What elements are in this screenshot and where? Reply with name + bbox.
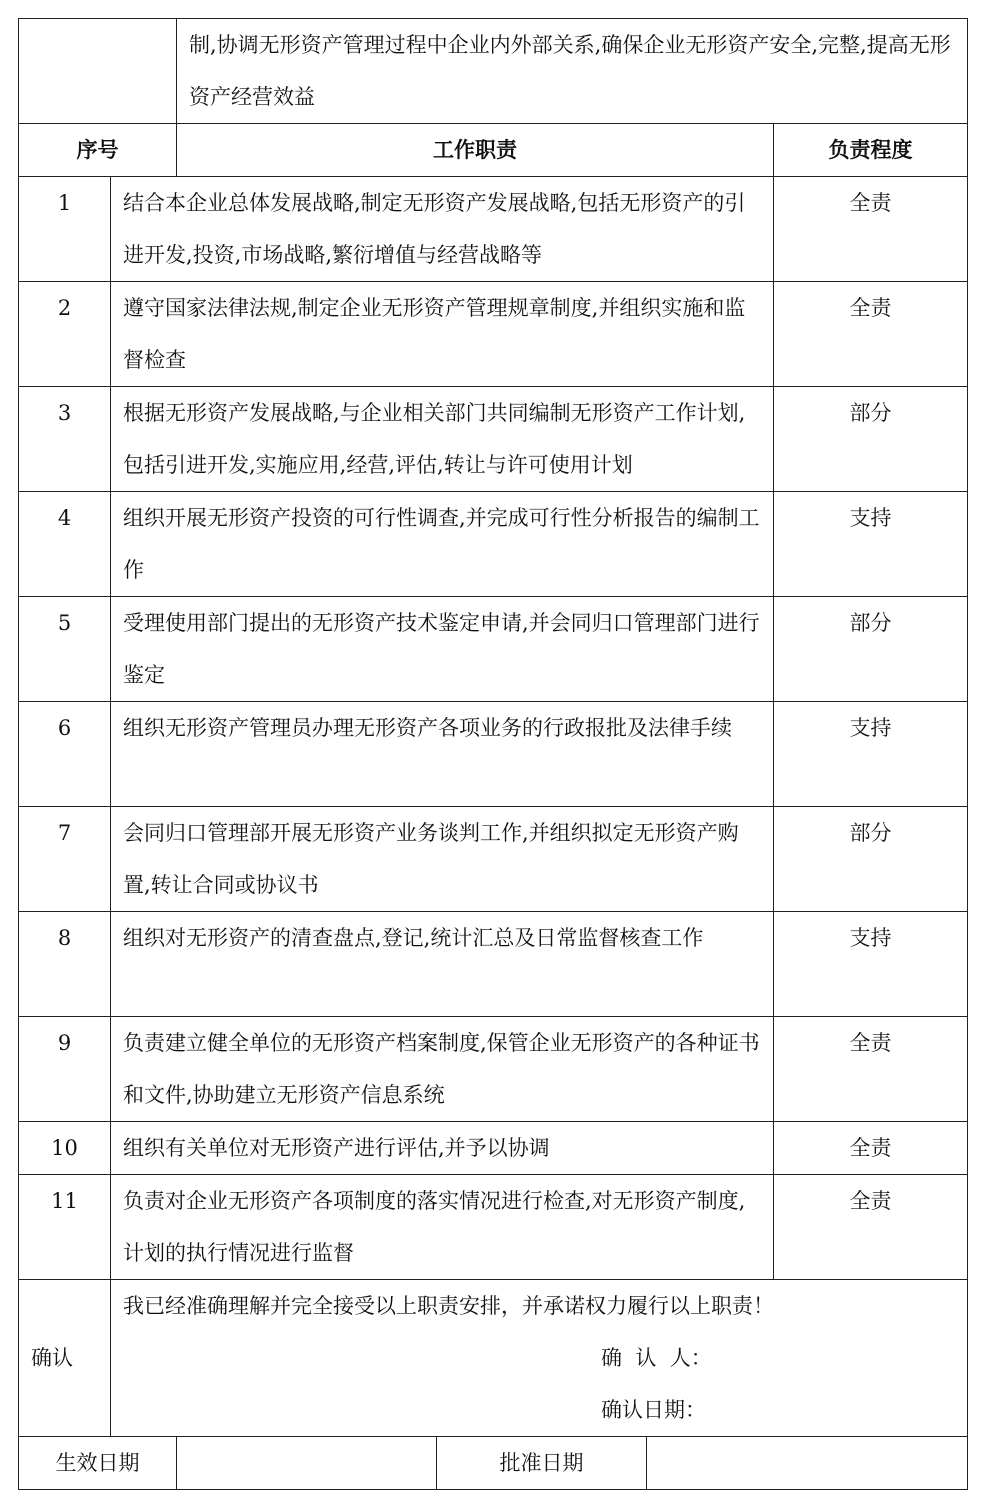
row-num: 3	[19, 387, 111, 492]
table-row	[19, 912, 968, 1017]
header-num: 序号	[19, 124, 177, 177]
confirm-person-label: 确 认 人：	[601, 1346, 712, 1370]
intro-blank-cell	[19, 19, 177, 124]
row-level: 部分	[774, 807, 968, 912]
intro-text: 制,协调无形资产管理过程中企业内外部关系,确保企业无形资产安全,完整,提高无形资产经营效益	[177, 19, 968, 124]
row-num: 7	[19, 807, 111, 912]
table-row	[19, 387, 968, 492]
footer-row	[19, 1437, 968, 1490]
confirm-date-label: 确认日期：	[601, 1398, 706, 1422]
table-row	[19, 807, 968, 912]
row-duty: 组织开展无形资产投资的可行性调查,并完成可行性分析报告的编制工作	[111, 492, 774, 597]
table-row	[19, 492, 968, 597]
row-level: 全责	[774, 1175, 968, 1280]
table-row	[19, 1017, 968, 1122]
row-level: 部分	[774, 597, 968, 702]
approve-date-value[interactable]	[647, 1437, 968, 1490]
header-level: 负责程度	[774, 124, 968, 177]
row-level: 支持	[774, 912, 968, 1017]
table-row	[19, 177, 968, 282]
row-num: 5	[19, 597, 111, 702]
row-duty: 组织有关单位对无形资产进行评估,并予以协调	[111, 1122, 774, 1175]
row-duty: 负责建立健全单位的无形资产档案制度,保管企业无形资产的各种证书和文件,协助建立无形资产信息系统	[111, 1017, 774, 1122]
row-duty: 负责对企业无形资产各项制度的落实情况进行检查,对无形资产制度,计划的执行情况进行监督	[111, 1175, 774, 1280]
row-num: 1	[19, 177, 111, 282]
approve-date-label: 批准日期	[437, 1437, 647, 1490]
header-duty: 工作职责	[177, 124, 774, 177]
row-level: 全责	[774, 282, 968, 387]
confirm-content	[111, 1280, 968, 1437]
row-num: 8	[19, 912, 111, 1017]
row-level: 全责	[774, 177, 968, 282]
confirm-row	[19, 1280, 968, 1437]
row-level: 支持	[774, 492, 968, 597]
row-duty: 组织无形资产管理员办理无形资产各项业务的行政报批及法律手续	[111, 702, 774, 807]
confirm-statement: 我已经准确理解并完全接受以上职责安排，并承诺权力履行以上职责！	[123, 1294, 774, 1318]
row-num: 9	[19, 1017, 111, 1122]
row-duty: 会同归口管理部开展无形资产业务谈判工作,并组织拟定无形资产购置,转让合同或协议书	[111, 807, 774, 912]
duty-document	[18, 18, 967, 1490]
table-row	[19, 702, 968, 807]
row-num: 11	[19, 1175, 111, 1280]
row-duty: 受理使用部门提出的无形资产技术鉴定申请,并会同归口管理部门进行鉴定	[111, 597, 774, 702]
row-level: 部分	[774, 387, 968, 492]
row-duty: 组织对无形资产的清查盘点,登记,统计汇总及日常监督核查工作	[111, 912, 774, 1017]
row-level: 全责	[774, 1017, 968, 1122]
row-duty: 遵守国家法律法规,制定企业无形资产管理规章制度,并组织实施和监督检查	[111, 282, 774, 387]
row-num: 4	[19, 492, 111, 597]
row-num: 6	[19, 702, 111, 807]
row-level: 支持	[774, 702, 968, 807]
duty-table	[18, 18, 968, 1490]
row-num: 2	[19, 282, 111, 387]
confirm-label: 确认	[19, 1280, 111, 1437]
row-level: 全责	[774, 1122, 968, 1175]
effective-date-value[interactable]	[177, 1437, 437, 1490]
intro-row	[19, 19, 968, 124]
table-row	[19, 1122, 968, 1175]
table-row	[19, 597, 968, 702]
table-row	[19, 1175, 968, 1280]
effective-date-label: 生效日期	[19, 1437, 177, 1490]
row-duty: 结合本企业总体发展战略,制定无形资产发展战略,包括无形资产的引进开发,投资,市场战略,繁衍增值与经营战略等	[111, 177, 774, 282]
table-header	[19, 124, 968, 177]
row-duty: 根据无形资产发展战略,与企业相关部门共同编制无形资产工作计划,包括引进开发,实施应用,经营,评估,转让与许可使用计划	[111, 387, 774, 492]
table-row	[19, 282, 968, 387]
row-num: 10	[19, 1122, 111, 1175]
